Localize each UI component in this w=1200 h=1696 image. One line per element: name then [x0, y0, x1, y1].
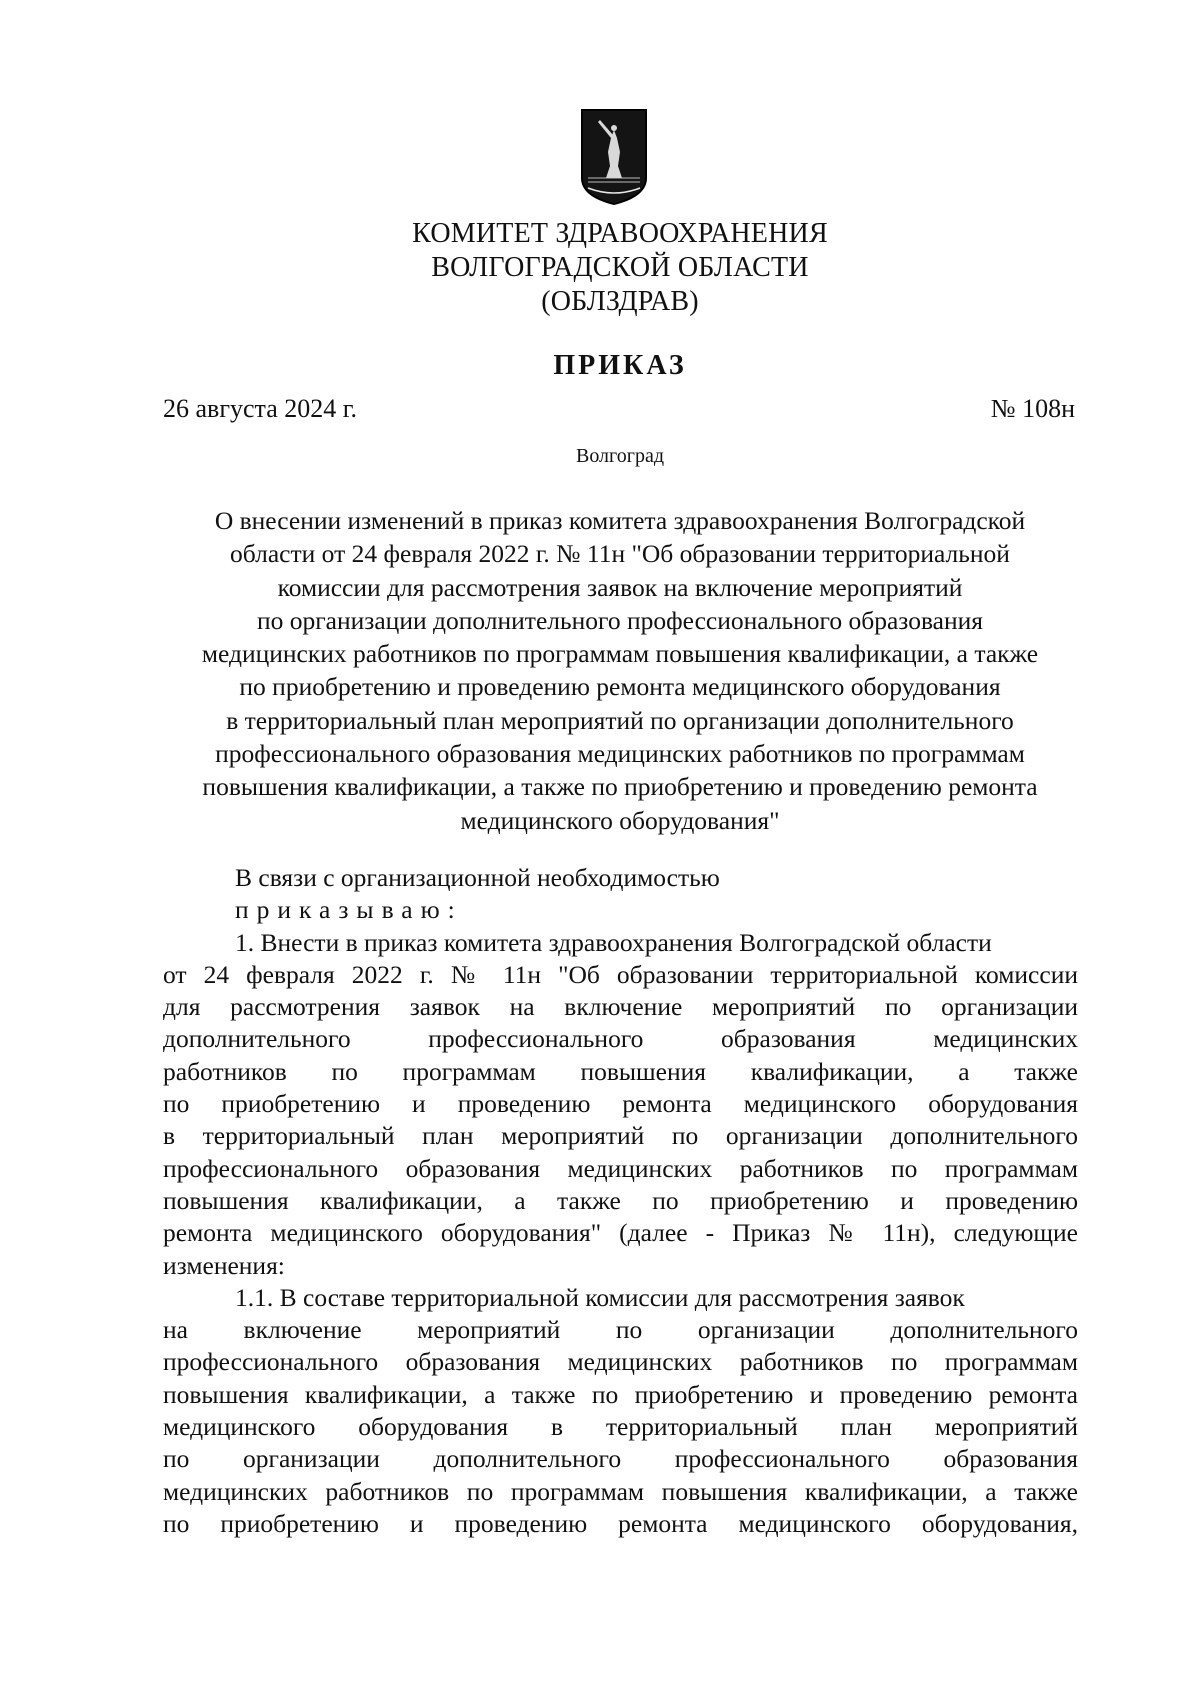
- organization-name-line-2: ВОЛГОГРАДСКОЙ ОБЛАСТИ: [431, 252, 809, 283]
- paragraph-1-line: дополнительного профессионального образования медицинских: [163, 1024, 1078, 1054]
- paragraph-1-line: 1. Внести в приказ комитета здравоохранения Волгоградской области: [235, 927, 992, 957]
- paragraph-1-line: по приобретению и проведению ремонта медицинского оборудования: [163, 1089, 1078, 1119]
- paragraph-1-line: в территориальный план мероприятий по организации дополнительного: [163, 1121, 1078, 1151]
- paragraph-1-1-line: профессионального образования медицинских работников по программам: [163, 1347, 1078, 1377]
- paragraph-1-line: профессионального образования медицинских работников по программам: [163, 1153, 1078, 1183]
- paragraph-1-1-line: на включение мероприятий по организации дополнительного: [163, 1315, 1078, 1345]
- paragraph-1-line: для рассмотрения заявок на включение мероприятий по организации: [163, 992, 1078, 1022]
- paragraph-1-1-line: по организации дополнительного профессионального образования: [163, 1444, 1078, 1474]
- subject-line: по организации дополнительного профессионального образования: [256, 605, 984, 635]
- subject-line: в территориальный план мероприятий по организации дополнительного: [226, 705, 1014, 735]
- subject-line: по приобретению и проведению ремонта медицинского оборудования: [239, 672, 1001, 702]
- order-number: № 108н: [990, 394, 1075, 423]
- paragraph-1-1-line: медицинского оборудования в территориальный план мероприятий: [163, 1412, 1078, 1442]
- organization-abbreviation: (ОБЛЗДРАВ): [541, 286, 699, 317]
- paragraph-1-1-line: 1.1. В составе территориальной комиссии для рассмотрения заявок: [235, 1282, 965, 1312]
- order-subject: [140, 504, 1100, 837]
- paragraph-1-line: изменения:: [163, 1250, 285, 1280]
- document-type-title: ПРИКАЗ: [553, 350, 687, 381]
- subject-line: комиссии для рассмотрения заявок на включение мероприятий: [277, 572, 963, 602]
- paragraph-1-line: повышения квалификации, а также по приобретению и проведению: [163, 1185, 1078, 1215]
- order-date: 26 августа 2024 г.: [163, 394, 357, 423]
- order-body: [163, 862, 1078, 1540]
- subject-line: медицинских работников по программам повышения квалификации, а также: [201, 639, 1039, 669]
- paragraph-1-1-line: медицинских работников по программам повышения квалификации, а также: [163, 1476, 1078, 1506]
- organization-name-line-1: КОМИТЕТ ЗДРАВООХРАНЕНИЯ: [412, 218, 828, 249]
- subject-line: области от 24 февраля 2022 г. № 11н "Об образовании территориальной: [230, 539, 1010, 569]
- subject-line: О внесении изменений в приказ комитета здравоохранения Волгоградской: [214, 506, 1026, 535]
- preamble: В связи с организационной необходимостью: [235, 863, 720, 892]
- subject-line: медицинского оборудования": [460, 805, 780, 835]
- order-word: приказываю:: [235, 895, 463, 925]
- paragraph-1-1-line: по приобретению и проведению ремонта медицинского оборудования,: [163, 1508, 1078, 1538]
- subject-line: повышения квалификации, а также по приобретению и проведению ремонта: [202, 772, 1038, 802]
- subject-line: профессионального образования медицинских работников по программам: [215, 739, 1025, 769]
- paragraph-1-1-line: повышения квалификации, а также по приобретению и проведению ремонта: [163, 1379, 1078, 1409]
- paragraph-1-line: от 24 февраля 2022 г. № 11н "Об образовании территориальной комиссии: [163, 959, 1078, 989]
- issue-city: Волгоград: [575, 445, 665, 467]
- paragraph-1-line: ремонта медицинского оборудования" (далее - Приказ № 11н), следующие: [163, 1218, 1078, 1248]
- paragraph-1-line: работников по программам повышения квалификации, а также: [163, 1056, 1078, 1086]
- coat-of-arms-emblem: [580, 108, 648, 206]
